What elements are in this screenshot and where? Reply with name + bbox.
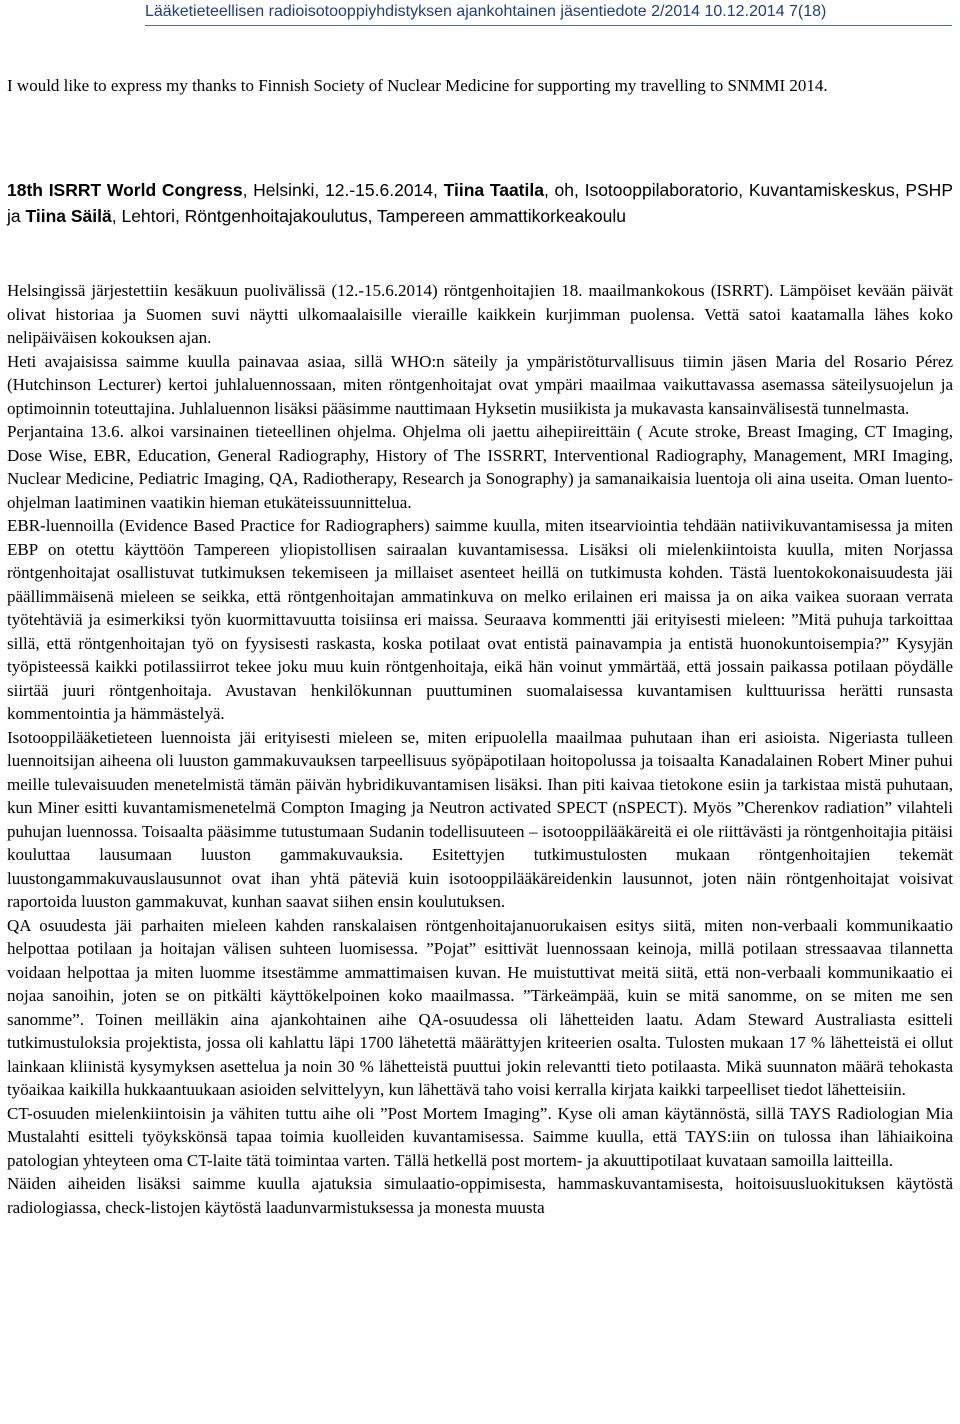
newsletter-header: Lääketieteellisen radioisotooppiyhdistyksen ajankohtainen jäsentiedote 2/2014 10.12.2014 7(18) [145,3,827,20]
author-1-name: Tiina Taatila [443,180,544,200]
author-2-name: Tiina Säilä [25,206,112,226]
paragraph-program: Perjantaina 13.6. alkoi varsinainen tieteellinen ohjelma. Ohjelma oli jaettu aihepiireittäin ( Acute stroke, Breast Imaging, CT Imaging, Dose Wise, EBR, Education, General Radiography, History of The ISSRRT, Interventional Radiography, Management, MRI Imaging, Nuclear Medicine, Pediatric Imaging, QA, Radiotherapy, Research ja Sonography) ja samanaikaisia luentoja oli aina useita. Oman luento-ohjelman laatiminen vaatikin hieman etukäteissuunnittelua. [7,422,953,512]
paragraph-ct: CT-osuuden mielenkiintoisin ja vähiten tuttu aihe oli ”Post Mortem Imaging”. Kyse oli aman käytännöstä, sillä TAYS Radiologian Mia Mustalahti esitteli työykskönsä tapaa toimia kuolleiden kuvantamisessa. Saimme kuulla, että TAYS:iin on tulossa ihan lähiaikoina patologian yhteyteen oma CT-laite tätä toimintaa varten. Tällä hetkellä post mortem- ja akuuttipotilaat kuvataan samoilla laitteilla. [7,1103,953,1170]
paragraph-ebr: EBR-luennoilla (Evidence Based Practice for Radiographers) saimme kuulla, miten itsearviointia tehdään natiivikuvantamisessa ja miten EBP on otettu käyttöön Tampereen yliopistollisen sairaalan kuvantamisessa. Lisäksi oli mielenkiintoista kuulla, miten Norjassa röntgenhoitajat osallistuvat tutkimuksen tekemiseen ja millaiset asenteet heillä on tutkimusta kohden. Tästä luentokokonaisuudesta jäi päällimmäisenä mieleen se seikka, että röntgenhoitajan ammatinkuva on melko erilainen eri maissa ja on aika vaikea suoraan verrata työtehtäviä ja esimerkiksi työn kuormittavuutta toisiinsa eri maissa. Seuraava kommentti jäi erityisesti mieleen: ”Mitä puhuja tarkoittaa sillä, että röntgenhoitajan työ on fyysisesti raskasta, koska potilaat ovat entistä painavampia ja entistä huonokuntoisempia?” Kysyjän työpisteessä kaikki potilassiirrot tekee joku muu kuin röntgenhoitaja, eikä hän voinut ymmärtää, että jossain paikassa potilaan pöydälle siirtää juuri röntgenhoitaja. Avustavan henkilökunnan puuttuminen suomalaisessa kuvantamisen kulttuurissa herätti runsasta kommentointia ja hämmästelyä. [7,516,953,723]
author-2-affiliation: , Lehtori, Röntgenhoitajakoulutus, Tampereen ammattikorkeakoulu [111,206,627,226]
header-divider [145,25,952,26]
paragraph-intro: Helsingissä järjestettiin kesäkuun puolivälissä (12.-15.6.2014) röntgenhoitajien 18. maailmankokous (ISRRT). Lämpöiset kevään päivät olivat historiaa ja Suomen suvi näytti ulkomaalaisille vieraille kaikkein kurjimman puolensa. Vettä satoi kaatamalla lähes koko nelipäiväisen kokouksen ajan. [7,281,953,347]
paragraph-qa: QA osuudesta jäi parhaiten mieleen kahden ranskalaisen röntgenhoitajanuorukaisen esitys siitä, miten non-verbaali kommunikaatio helpottaa potilaan ja hoitajan välisen suhteen luomisessa. ”Pojat” esittivät luennossaan keinoja, millä potilaan stressaavaa tilannetta voidaan helpottaa ja miten luomme itsestämme ammattimaisen kuvan. He muistuttivat meitä siitä, että non-verbaali kommunikaatio ei nojaa sanoihin, joten se on pitkälti käyttökelpoinen koko maailmassa. ”Tärkeämpää, kuin se mitä sanomme, on se miten me sen sanomme”. Toinen meilläkin aina ajankohtainen aihe QA-osuudessa oli lähetteiden laatu. Adam Steward Australiasta esitteli tutkimustuloksia projektista, jossa oli kahlattu läpi 1700 lähetettä määrättyjen kriteerien osalta. Tulosten mukaan 17 % lähetteistä ei ollut lainkaan kliinistä kysymyksen asettelua ja noin 30 % lähetteistä puuttui jokin relevantti tieto potilaasta. Mikä suunnaton määrä tehokasta työaikaa kaikilla hukkaantuukaan asioiden selvittelyyn, kun lähettävä taho voisi kerralla kirjata kaikki tarpeelliset tiedot lähetteisiin. [7,915,953,1099]
paragraph-opening: Heti avajaisissa saimme kuulla painavaa asiaa, sillä WHO:n säteily ja ympäristöturvallisuus tiimin jäsen Maria del Rosario Pérez (Hutchinson Lecturer) kertoi juhlaluennossaan, miten röntgenhoitajat ovat ympäri maailmaa vaikuttavassa asemassa säteilysuojelun ja optimoinnin toteuttajina. Juhlaluennon lisäksi pääsimme nauttimaan Hyksetin musiikista ja mukavasta kansainvälisestä tunnelmasta. [7,351,953,418]
congress-place-date: , Helsinki, 12.-15.6.2014, [242,180,444,200]
thanks-paragraph: I would like to express my thanks to Finnish Society of Nuclear Medicine for supporting my travelling to SNMMI 2014. [7,76,828,95]
congress-title: 18th ISRRT World Congress [7,180,243,200]
article-body [7,279,953,1219]
paragraph-nuclear-medicine: Isotooppilääketieteen luennoista jäi erityisesti mieleen se, miten eripuolella maailmaa puhutaan ihan eri asioista. Nigeriasta tulleen luennoitsijan aiheena oli luuston gammakuvauksen tarpeellisuus syöpäpotilaan hoitopolussa ja toisaalta Kanadalainen Robert Miner puhui meille tulevaisuuden menetelmistä tämän päivän hybridikuvantamisen lisäksi. Ihan piti kaivaa tietokone esiin ja tarkistaa mistä puhutaan, kun Miner esitti kuvantamismenetelmä Compton Imaging ja Neutron activated SPECT (nSPECT). Myös ”Cherenkov radiation” vilahteli puhujan luennossa. Toisaalta pääsimme tutustumaan Sudanin todellisuuteen – isotooppilääkäreitä ei ole riittävästi ja röntgenhoitajia pitäisi kouluttaa lausumaan luuston gammakuvauksia. Esitettyjen tutkimustulosten mukaan röntgenhoitajien tekemät luustongammakuvauslausunnot ovat ihan yhtä päteviä kuin isotooppilääkäreidenkin lausunnot, joten näin röntgenhoitajat voisivat raportoida luuston gammakuvat, kunhan saavat siihen ensin koulutuksen. [7,727,953,911]
article-heading [7,177,953,229]
paragraph-other-topics: Näiden aiheiden lisäksi saimme kuulla ajatuksia simulaatio-oppimisesta, hammaskuvantamisesta, hoitoisuusluokituksen käytöstä radiologiassa, check-listojen käytöstä laadunvarmistuksessa ja monesta muusta [7,1174,953,1217]
author-1-affiliation: , oh, Isotooppilaboratorio, Kuvantamiskeskus, PSHP ja [7,180,953,226]
